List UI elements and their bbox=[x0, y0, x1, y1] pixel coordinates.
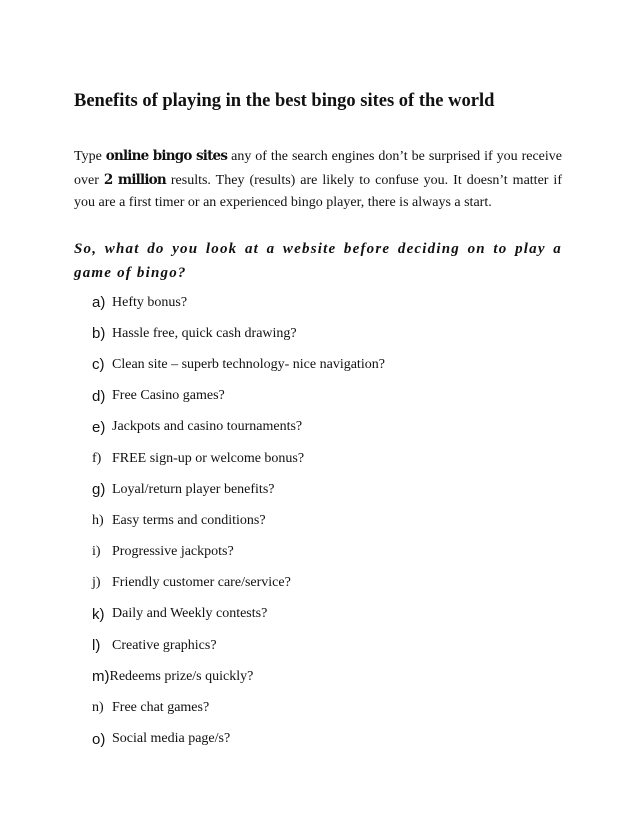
list-item bbox=[92, 505, 385, 536]
list-item bbox=[92, 443, 385, 474]
list-item-text: Free Casino games? bbox=[112, 388, 225, 404]
list-marker: n) bbox=[92, 700, 104, 716]
list-item-text: Jackpots and casino tournaments? bbox=[112, 419, 303, 435]
list-item bbox=[92, 287, 385, 318]
list-item-text: Social media page/s? bbox=[112, 731, 231, 747]
list-marker: a) bbox=[92, 294, 106, 312]
list-item bbox=[92, 349, 385, 380]
keyword-online-bingo-sites: online bingo sites bbox=[105, 148, 228, 164]
list-item bbox=[92, 474, 385, 505]
list-item-text: Easy terms and conditions? bbox=[112, 512, 266, 528]
list-marker: g) bbox=[92, 481, 106, 499]
list-item-text: Redeems prize/s quickly? bbox=[109, 668, 254, 684]
list-item bbox=[92, 661, 385, 692]
intro-text-1: Type bbox=[74, 149, 106, 164]
question-heading: So, what do you look at a website before deciding on to play a game of bingo? bbox=[74, 241, 562, 281]
benefits-list bbox=[92, 287, 385, 755]
list-marker: d) bbox=[92, 387, 106, 405]
list-marker: f) bbox=[92, 450, 102, 466]
list-marker: m) bbox=[92, 668, 110, 686]
document-title: Benefits of playing in the best bingo sites of the world bbox=[74, 91, 495, 111]
list-item-text: Loyal/return player benefits? bbox=[112, 481, 275, 497]
list-item bbox=[92, 599, 385, 630]
list-item bbox=[92, 412, 385, 443]
list-item bbox=[92, 381, 385, 412]
list-marker: c) bbox=[92, 356, 105, 374]
intro-text-2: any of the search engines don’t be surprised if you receive over bbox=[74, 149, 562, 188]
list-item bbox=[92, 724, 385, 755]
list-marker: o) bbox=[92, 730, 106, 748]
keyword-2-million: 2 million bbox=[103, 171, 166, 188]
list-marker: h) bbox=[92, 512, 104, 528]
list-item bbox=[92, 568, 385, 599]
list-marker: i) bbox=[92, 544, 101, 560]
list-item-text: Free chat games? bbox=[112, 700, 210, 716]
list-item-text: Creative graphics? bbox=[112, 637, 217, 653]
list-item bbox=[92, 692, 385, 723]
list-item bbox=[92, 537, 385, 568]
list-item-text: Progressive jackpots? bbox=[112, 544, 234, 560]
list-item-text: Hefty bonus? bbox=[112, 294, 188, 310]
list-item bbox=[92, 630, 385, 661]
list-item-text: FREE sign-up or welcome bonus? bbox=[112, 450, 305, 466]
list-marker: l) bbox=[92, 637, 101, 655]
list-marker: j) bbox=[92, 575, 101, 591]
list-marker: k) bbox=[92, 605, 105, 623]
intro-paragraph bbox=[74, 145, 562, 215]
list-marker: b) bbox=[92, 325, 106, 343]
intro-text-3: results. They (results) are likely to confuse you. It doesn’t matter if you are a first timer or an experienced bingo player, there is always a start. bbox=[74, 172, 562, 210]
list-item bbox=[92, 318, 385, 349]
list-item-text: Daily and Weekly contests? bbox=[112, 606, 268, 622]
list-item-text: Clean site – superb technology- nice navigation? bbox=[112, 356, 385, 372]
list-marker: e) bbox=[92, 418, 106, 436]
list-item-text: Friendly customer care/service? bbox=[112, 575, 291, 591]
list-item-text: Hassle free, quick cash drawing? bbox=[112, 325, 297, 341]
